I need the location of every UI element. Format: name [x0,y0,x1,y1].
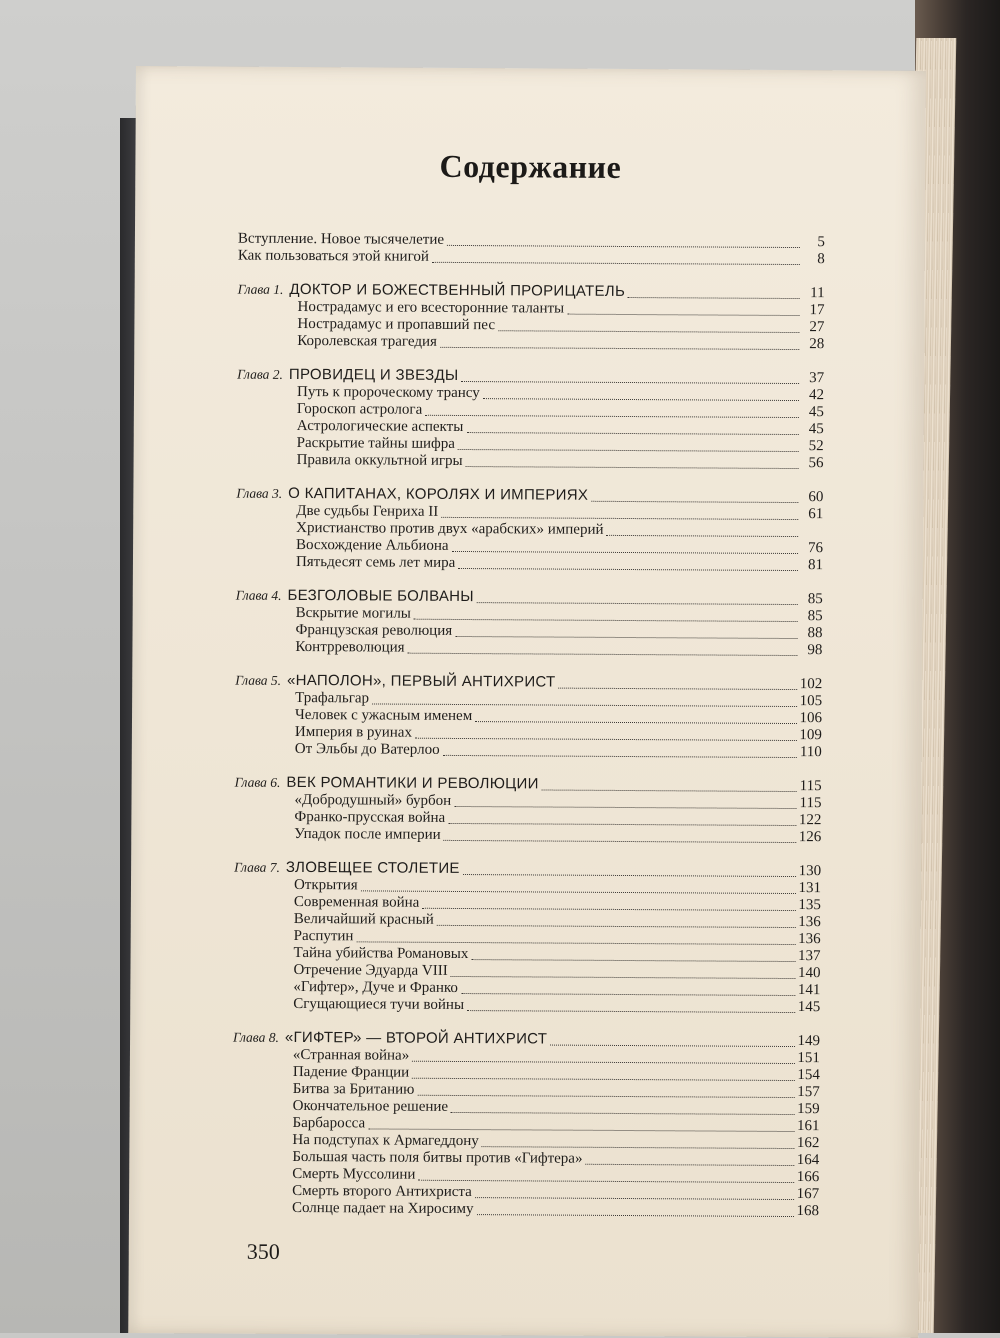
dot-leader [542,789,797,792]
section-title: Смерть Муссолини [292,1166,415,1183]
toc-section-entry [237,452,824,473]
chapter-label: Глава 8. [233,1030,279,1045]
dot-leader [475,721,796,724]
dot-leader [606,535,798,537]
entry-text [233,1081,415,1099]
entry-text [238,248,429,266]
section-title: Французская революция [296,622,453,639]
entry-page-number: 11 [803,285,825,302]
entry-text [233,962,447,980]
entry-page-number: 141 [798,982,821,999]
dot-leader [466,466,799,469]
toc-section-entry [234,826,821,847]
entry-page-number: 145 [798,999,821,1016]
entry-page-number: 159 [797,1101,820,1118]
dot-leader [550,1045,794,1047]
entry-text [236,554,455,572]
entry-text [235,639,404,657]
entry-page-number: 166 [797,1169,820,1186]
dot-leader [412,1061,794,1064]
dot-leader [444,840,796,843]
entry-text [236,622,453,640]
section-title: На подступах к Армагеддону [292,1132,478,1149]
dot-leader [463,874,796,877]
entry-page-number: 135 [798,897,821,914]
entry-page-number: 60 [801,489,823,506]
entry-text [233,1029,547,1049]
entry-text [234,792,451,810]
entry-text [232,1115,365,1133]
entry-text [234,859,460,878]
dot-leader [408,653,798,656]
dot-leader [477,602,798,605]
dot-leader [441,517,798,520]
entry-text [234,945,469,963]
entry-title: Вступление. Новое тысячелетие [238,231,444,248]
entry-text [234,928,354,946]
entry-text [235,690,369,708]
entry-page-number: 162 [797,1135,820,1152]
entry-text [232,1166,415,1184]
chapter-title: ПРОВИДЕЦ И ЗВЕЗДЫ [289,366,459,384]
entry-text [237,316,495,335]
chapter-label: Глава 2. [237,367,283,382]
entry-text [237,366,459,385]
entry-page-number: 131 [798,880,821,897]
section-title: От Эльбы до Ватерлоо [295,741,440,758]
dot-leader [361,890,796,894]
entry-text [237,401,422,419]
entry-page-number: 115 [799,795,821,812]
toc-section-entry [232,1200,819,1221]
section-title: Человек с ужасным именем [295,707,472,724]
dot-leader [372,703,797,707]
dot-leader [559,688,797,690]
dot-leader [440,347,799,350]
entry-page-number: 136 [798,914,821,931]
chapter-title: «ГИФТЕР» — ВТОРОЙ АНТИХРИСТ [285,1029,548,1048]
entry-page-number: 45 [802,404,824,421]
page-title: Содержание [135,146,925,188]
entry-page-number: 168 [796,1203,819,1220]
section-title: Упадок после империи [294,826,440,843]
entry-page-number: 27 [802,319,824,336]
entry-page-number: 56 [802,455,824,472]
section-title: Нострадамус и пропавший пес [297,316,495,333]
book-page [128,66,926,1338]
entry-page-number: 149 [798,1033,821,1050]
section-title: Барбаросса [292,1115,365,1131]
section-title: Сгущающиеся тучи войны [293,996,464,1013]
entry-title: Как пользоваться этой книгой [238,248,429,265]
entry-page-number: 122 [799,812,822,829]
entry-text [232,1183,472,1201]
dot-leader [482,1146,794,1149]
section-title: Астрологические аспекты [297,418,464,435]
entry-text [238,281,626,301]
entry-page-number: 140 [798,965,821,982]
entry-text [234,877,358,895]
toc-section-entry [233,996,820,1017]
section-title: Солнце падает на Хиросиму [292,1200,474,1217]
section-title: Контрреволюция [295,639,404,656]
section-title: «Гифтер», Дуче и Франко [293,979,458,996]
section-title: Битва за Британию [293,1081,415,1098]
entry-page-number: 115 [800,778,822,795]
chapter-title: «НАПОЛОН», ПЕРВЫЙ АНТИХРИСТ [287,672,556,691]
chapter-label: Глава 1. [238,282,284,297]
dot-leader [467,1010,795,1013]
section-title: Две судьбы Генриха II [296,503,438,520]
dot-leader [585,1164,793,1166]
chapter-title: ЗЛОВЕЩЕЕ СТОЛЕТИЕ [286,859,460,877]
section-title: Христианство против двух «арабских» империй [296,520,603,538]
section-title: «Странная война» [293,1047,409,1064]
toc-section-entry [235,639,822,660]
entry-page-number: 17 [802,302,824,319]
section-title: Отречение Эдуарда VIII [293,962,447,979]
dot-leader [567,314,799,316]
entry-text [233,979,458,997]
dot-leader [447,245,800,248]
entry-text [237,435,455,453]
entry-text [237,333,437,351]
dot-leader [415,738,796,741]
entry-page-number: 37 [802,370,824,387]
chapter-label: Глава 6. [235,775,281,790]
entry-text [237,452,463,470]
entry-page-number: 52 [802,438,824,455]
entry-text [236,587,474,606]
entry-page-number: 164 [797,1152,820,1169]
chapter-title: ДОКТОР И БОЖЕСТВЕННЫЙ ПРОРИЦАТЕЛЬ [289,281,625,300]
dot-leader [483,398,799,401]
entry-text [237,299,564,318]
section-title: Современная война [294,894,420,911]
entry-page-number: 167 [797,1186,820,1203]
entry-text [237,384,480,402]
dot-leader [475,1197,794,1200]
entry-page-number: 85 [801,591,823,608]
entry-text [232,1149,582,1168]
entry-text [232,1132,478,1151]
dot-leader [458,568,798,571]
section-title: Падение Франции [293,1064,409,1081]
page-number: 350 [247,1239,280,1265]
entry-page-number: 81 [801,557,823,574]
dot-leader [461,381,799,384]
entry-page-number: 8 [803,251,825,268]
entry-text [233,1047,409,1065]
section-title: Окончательное решение [293,1098,449,1115]
section-title: Путь к пророческому трансу [297,384,480,401]
entry-page-number: 109 [799,727,822,744]
section-title: Трафальгар [295,690,369,706]
dot-leader [418,1180,793,1183]
toc-section-entry [236,554,823,575]
dot-leader [432,262,800,265]
section-title: Распутин [294,928,354,944]
toc-section-entry [235,741,822,762]
entry-page-number: 102 [800,676,823,693]
entry-page-number: 5 [803,234,825,251]
dot-leader [466,432,798,435]
section-title: «Добродушный» бурбон [294,792,451,809]
section-title: Смерть второго Антихриста [292,1183,472,1200]
dot-leader [437,925,795,928]
section-title: Гороскоп астролога [297,401,422,418]
dot-leader [452,551,798,554]
dot-leader [356,941,795,945]
section-title: Пятьдесят семь лет мира [296,554,455,571]
entry-text [236,503,438,521]
section-title: Правила оккультной игры [297,452,463,469]
dot-leader [412,1078,794,1081]
toc-intro-entry [238,248,825,269]
dot-leader [461,993,795,996]
entry-text [236,485,588,505]
dot-leader [628,297,800,299]
entry-page-number: 136 [798,931,821,948]
entry-page-number: 130 [799,863,822,880]
entry-page-number: 42 [802,387,824,404]
chapter-label: Глава 3. [236,486,282,501]
dot-leader [425,415,799,418]
entry-text [234,911,434,929]
entry-text [233,996,464,1014]
entry-text [232,1200,474,1218]
entry-text [236,605,411,623]
chapter-label: Глава 4. [236,588,282,603]
entry-page-number: 76 [801,540,823,557]
section-title: Империя в руинах [295,724,412,741]
dot-leader [422,908,795,911]
entry-page-number: 28 [802,336,824,353]
section-title: Величайший красный [294,911,434,928]
entry-page-number: 45 [802,421,824,438]
entry-page-number: 61 [801,506,823,523]
dot-leader [471,959,795,962]
section-title: Открытия [294,877,358,893]
entry-text [235,672,555,692]
dot-leader [368,1128,794,1132]
chapter-label: Глава 5. [235,673,281,688]
section-title: Раскрытие тайны шифра [297,435,455,452]
dot-leader [477,1214,794,1217]
entry-page-number: 105 [800,693,823,710]
dot-leader [498,330,799,333]
dot-leader [451,976,795,979]
entry-text [233,1064,409,1082]
entry-text [233,1098,449,1116]
section-title: Большая часть поля битвы против «Гифтера» [292,1149,582,1167]
dot-leader [414,619,798,622]
chapter-label: Глава 7. [234,860,280,875]
entry-text [238,231,444,249]
chapter-title: ВЕК РОМАНТИКИ И РЕВОЛЮЦИИ [286,774,538,793]
section-title: Тайна убийства Романовых [294,945,469,962]
entry-page-number: 151 [797,1050,820,1067]
dot-leader [451,1112,794,1115]
entry-page-number: 98 [800,642,822,659]
entry-page-number: 154 [797,1067,820,1084]
entry-text [235,774,539,794]
entry-text [236,537,449,555]
entry-page-number: 137 [798,948,821,965]
entry-text [237,418,464,436]
toc-section-entry [237,333,824,354]
entry-text [235,724,412,742]
entry-page-number: 106 [799,710,822,727]
dot-leader [448,823,796,826]
section-title: Восхождение Альбиона [296,537,449,554]
dot-leader [417,1095,794,1098]
entry-text [234,826,440,844]
dot-leader [458,449,799,452]
entry-page-number: 85 [801,608,823,625]
entry-text [235,707,472,725]
dot-leader [455,636,797,639]
entry-page-number: 126 [799,829,822,846]
chapter-title: БЕЗГОЛОВЫЕ БОЛВАНЫ [287,587,473,605]
entry-page-number: 157 [797,1084,820,1101]
section-title: Вскрытие могилы [296,605,411,622]
dot-leader [591,501,798,503]
entry-text [234,809,445,827]
entry-page-number: 161 [797,1118,820,1135]
section-title: Франко-прусская война [294,809,445,826]
entry-page-number: 88 [800,625,822,642]
entry-text [235,741,440,759]
entry-text [234,894,420,912]
chapter-title: О КАПИТАНАХ, КОРОЛЯХ И ИМПЕРИЯХ [288,485,588,504]
table-of-contents [232,231,825,1221]
entry-page-number: 110 [800,744,822,761]
dot-leader [454,806,796,809]
dot-leader [443,755,797,758]
section-title: Нострадамус и его всесторонние таланты [297,299,564,317]
section-title: Королевская трагедия [297,333,437,350]
